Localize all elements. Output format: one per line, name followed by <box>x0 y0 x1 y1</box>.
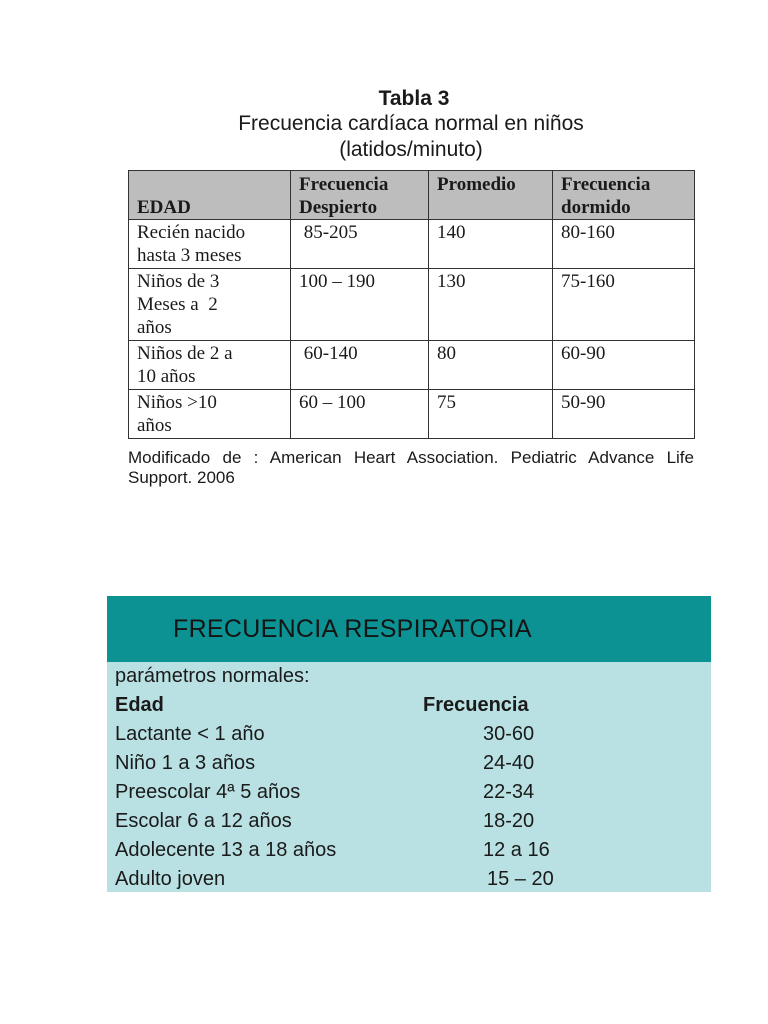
resp-frecuencia: 30-60 <box>483 723 535 745</box>
cell-edad-line2: hasta 3 meses <box>137 245 242 266</box>
list-item <box>115 749 711 778</box>
cell-dormido: 60-90 <box>553 341 695 390</box>
cell-edad-line1: Niños >10 <box>137 392 217 413</box>
cell-edad-line2: 10 años <box>137 366 196 387</box>
header-promedio-label: Promedio <box>437 174 516 195</box>
resp-frecuencia: 24-40 <box>483 752 535 774</box>
cell-dormido: 75-160 <box>553 269 695 341</box>
cell-edad-line1: Niños de 3 <box>137 271 220 292</box>
cell-edad <box>129 341 291 390</box>
header-frecuencia-despierto <box>291 171 429 220</box>
resp-frecuencia: 22-34 <box>483 781 535 803</box>
respiratory-panel-body <box>107 662 711 894</box>
respiratory-rate-panel <box>107 596 711 892</box>
cell-despierto: 60-140 <box>291 341 429 390</box>
resp-edad: Lactante < 1 año <box>115 723 265 745</box>
cell-edad <box>129 390 291 439</box>
cell-despierto: 100 – 190 <box>291 269 429 341</box>
cell-edad-line1: Niños de 2 a <box>137 343 233 364</box>
header-edad <box>129 171 291 220</box>
cell-dormido: 50-90 <box>553 390 695 439</box>
resp-frecuencia: 18-20 <box>483 810 535 832</box>
header-dormido-line1: Frecuencia <box>561 174 651 195</box>
header-promedio <box>429 171 553 220</box>
list-item <box>115 836 711 865</box>
resp-edad: Escolar 6 a 12 años <box>115 810 292 832</box>
list-item <box>115 865 711 894</box>
cell-edad-line1: Recién nacido <box>137 222 246 243</box>
cell-despierto: 85-205 <box>291 220 429 269</box>
cell-promedio: 80 <box>429 341 553 390</box>
table3-title: Tabla 3 <box>378 87 450 110</box>
cell-promedio: 75 <box>429 390 553 439</box>
header-despierto-line2: Despierto <box>299 197 378 218</box>
header-dormido-line2: dormido <box>561 197 631 218</box>
header-despierto-line1: Frecuencia <box>299 174 389 195</box>
cell-promedio: 140 <box>429 220 553 269</box>
resp-frecuencia: 12 a 16 <box>483 839 550 861</box>
heart-rate-table <box>128 170 695 439</box>
respiratory-panel-title: FRECUENCIA RESPIRATORIA <box>107 596 711 662</box>
resp-edad: Adulto joven <box>115 868 226 890</box>
cell-edad-line2: años <box>137 415 172 436</box>
resp-edad: Adolecente 13 a 18 años <box>115 839 337 861</box>
table-row <box>129 341 695 390</box>
cell-edad-line3: años <box>137 317 172 338</box>
header-edad-label: EDAD <box>137 197 191 218</box>
table3-subtitle: Frecuencia cardíaca normal en niños <box>238 112 584 135</box>
list-item <box>115 778 711 807</box>
cell-edad <box>129 220 291 269</box>
resp-frecuencia: 15 – 20 <box>487 868 554 890</box>
respiratory-intro: parámetros normales: <box>115 665 310 687</box>
col-edad-header: Edad <box>115 694 164 716</box>
resp-edad: Niño 1 a 3 años <box>115 752 256 774</box>
resp-edad: Preescolar 4ª 5 años <box>115 781 301 803</box>
cell-edad-line2: Meses a 2 <box>137 294 218 315</box>
cell-dormido: 80-160 <box>553 220 695 269</box>
cell-promedio: 130 <box>429 269 553 341</box>
table3-units: (latidos/minuto) <box>339 138 483 161</box>
cell-edad <box>129 269 291 341</box>
list-item <box>115 807 711 836</box>
list-item <box>115 720 711 749</box>
table-row <box>129 269 695 341</box>
source-citation: Modificado de : American Heart Association. Pediatric Advance Life Support. 2006 <box>128 448 694 487</box>
table-row <box>129 220 695 269</box>
table-row <box>129 390 695 439</box>
col-frecuencia-header: Frecuencia <box>423 694 529 716</box>
respiratory-header-row <box>115 691 711 720</box>
header-frecuencia-dormido <box>553 171 695 220</box>
table-header-row <box>129 171 695 220</box>
cell-despierto: 60 – 100 <box>291 390 429 439</box>
